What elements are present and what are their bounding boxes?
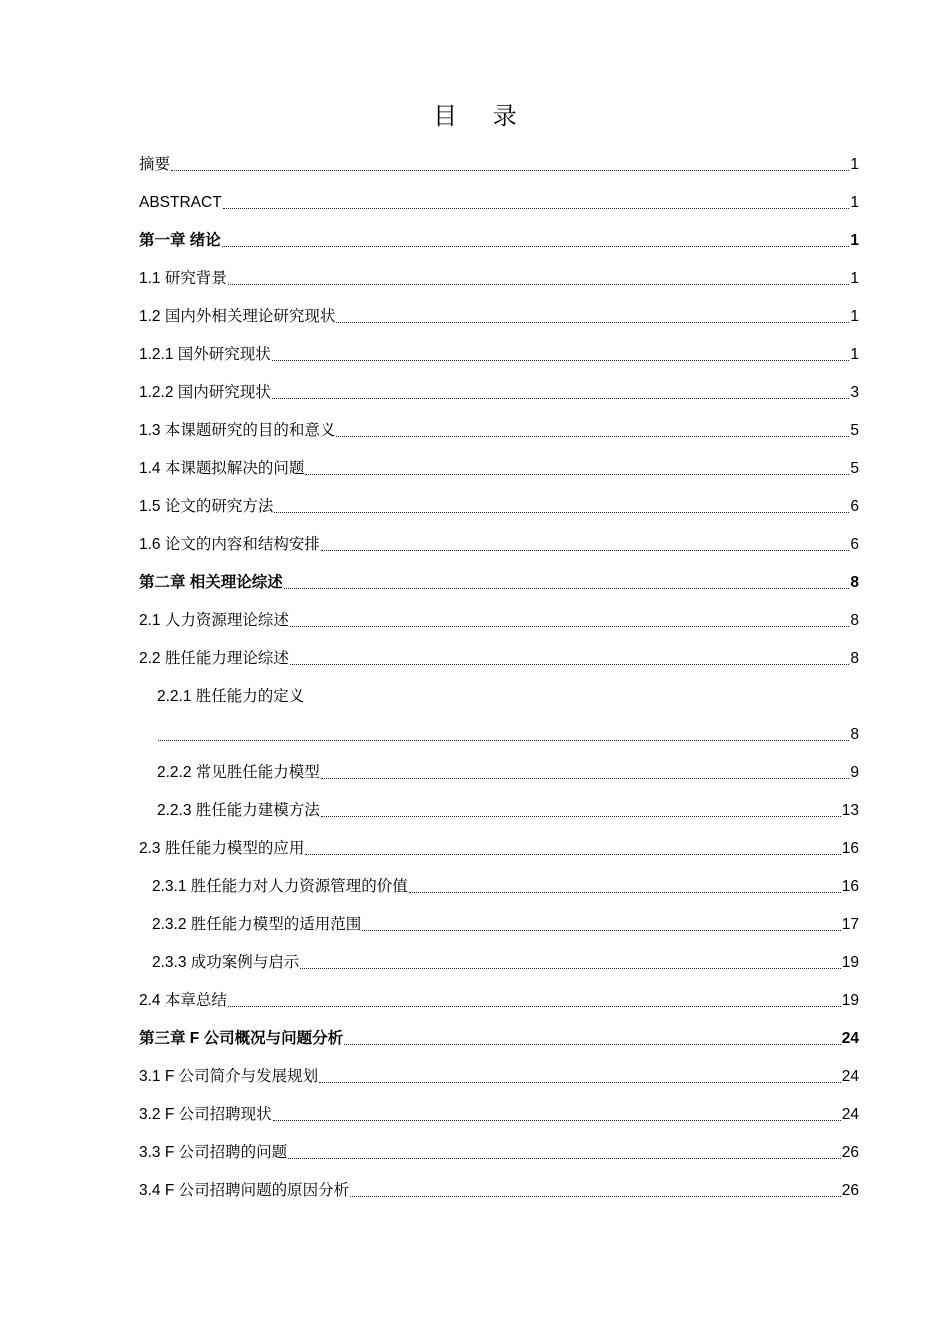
- toc-entry-1-6[interactable]: [139, 534, 859, 556]
- toc-entry-page: 1: [850, 270, 859, 287]
- toc-leader: [273, 1120, 841, 1121]
- toc-leader: [319, 1082, 841, 1083]
- toc-entry-page: 8: [850, 574, 859, 591]
- toc-entry-2-2-1-label-line[interactable]: [157, 686, 859, 708]
- toc-entry-chapter-2[interactable]: [139, 572, 859, 594]
- toc-entry-label: 第二章 相关理论综述: [139, 574, 283, 591]
- toc-entry-label: 3.2 F 公司招聘现状: [139, 1106, 272, 1123]
- toc-leader: [290, 664, 850, 665]
- toc-entry-page: 24: [841, 1068, 859, 1085]
- toc-entry-label: 1.4 本课题拟解决的问题: [139, 460, 305, 477]
- toc-leader: [290, 626, 850, 627]
- toc-leader: [336, 436, 849, 437]
- toc-entry-3-4[interactable]: [139, 1180, 859, 1202]
- toc-entry-2-3-3[interactable]: [152, 952, 859, 974]
- toc-leader: [171, 170, 849, 171]
- toc-entry-2-2-1-leader-line[interactable]: [157, 724, 859, 746]
- toc-entry-page: 8: [850, 612, 859, 629]
- toc-leader: [336, 322, 849, 323]
- toc-entry-page: 1: [850, 156, 859, 173]
- toc-entry-page: 13: [841, 802, 859, 819]
- toc-entry-label: 1.2.2 国内研究现状: [139, 384, 271, 401]
- toc-entry-page: 1: [850, 346, 859, 363]
- toc-entry-page: 5: [850, 460, 859, 477]
- toc-entry-2-2-3[interactable]: [157, 800, 859, 822]
- toc-entry-chapter-1[interactable]: [139, 230, 859, 252]
- toc-entry-label: 3.1 F 公司简介与发展规划: [139, 1068, 319, 1085]
- toc-entry-2-3-2[interactable]: [152, 914, 859, 936]
- toc-entry-abstract-en[interactable]: [139, 192, 859, 214]
- toc-entry-2-3-1[interactable]: [152, 876, 859, 898]
- toc-entry-page: 8: [850, 650, 859, 667]
- toc-entry-page: 26: [841, 1182, 859, 1199]
- toc-entry-3-3[interactable]: [139, 1142, 859, 1164]
- toc-entry-label: 摘要: [139, 156, 171, 173]
- toc-leader: [222, 246, 850, 247]
- toc-entry-1-2-2[interactable]: [139, 382, 859, 404]
- toc-leader: [321, 816, 841, 817]
- toc-leader: [362, 930, 840, 931]
- toc-entry-1-4[interactable]: [139, 458, 859, 480]
- toc-leader: [228, 284, 850, 285]
- toc-leader: [321, 778, 850, 779]
- toc-leader: [284, 588, 850, 589]
- toc-entry-label: 1.1 研究背景: [139, 270, 227, 287]
- toc-entry-label: ABSTRACT: [139, 194, 222, 211]
- toc-leader: [274, 512, 849, 513]
- toc-entry-page: 3: [850, 384, 859, 401]
- toc-entry-label: 2.3.2 胜任能力模型的适用范围: [152, 916, 362, 933]
- toc-leader: [409, 892, 841, 893]
- toc-entry-page: 24: [841, 1106, 859, 1123]
- toc-entry-page: 1: [850, 232, 859, 249]
- toc-entry-label: 2.2.3 胜任能力建模方法: [157, 802, 320, 819]
- toc-entry-label: 1.2 国内外相关理论研究现状: [139, 308, 336, 325]
- toc-entry-label: 第一章 绪论: [139, 232, 221, 249]
- toc-entry-label: 1.5 论文的研究方法: [139, 498, 274, 515]
- toc-entry-label: 2.1 人力资源理论综述: [139, 612, 289, 629]
- toc-entry-label: 2.3 胜任能力模型的应用: [139, 840, 305, 857]
- toc-entry-page: 24: [841, 1030, 859, 1047]
- toc-entry-label: 2.2 胜任能力理论综述: [139, 650, 289, 667]
- toc-entry-page: 26: [841, 1144, 859, 1161]
- toc-entry-page: 16: [841, 878, 859, 895]
- toc-leader: [158, 740, 849, 741]
- toc-entry-2-3[interactable]: [139, 838, 859, 860]
- toc-entry-label: 2.2.2 常见胜任能力模型: [157, 764, 320, 781]
- toc-entry-page: 1: [850, 194, 859, 211]
- toc-entry-label: 2.3.1 胜任能力对人力资源管理的价值: [152, 878, 408, 895]
- toc-leader: [300, 968, 840, 969]
- toc-entry-label: 2.2.1 胜任能力的定义: [157, 688, 305, 705]
- toc-entry-label: 3.4 F 公司招聘问题的原因分析: [139, 1182, 350, 1199]
- toc-leader: [305, 474, 849, 475]
- toc-leader: [288, 1158, 841, 1159]
- toc-leader: [272, 360, 850, 361]
- toc-entry-page: 1: [850, 308, 859, 325]
- toc-leader: [228, 1006, 841, 1007]
- toc-entry-1-5[interactable]: [139, 496, 859, 518]
- toc-entry-label: 2.3.3 成功案例与启示: [152, 954, 300, 971]
- toc-entry-2-4[interactable]: [139, 990, 859, 1012]
- toc-entry-page: 9: [850, 764, 859, 781]
- toc-entry-label: 1.3 本课题研究的目的和意义: [139, 422, 336, 439]
- toc-entry-1-3[interactable]: [139, 420, 859, 442]
- toc-entry-page: 17: [841, 916, 859, 933]
- toc-leader: [223, 208, 850, 209]
- toc-entry-1-2[interactable]: [139, 306, 859, 328]
- toc-entry-page: 19: [841, 992, 859, 1009]
- toc-entry-label: 第三章 F 公司概况与问题分析: [139, 1030, 344, 1047]
- toc-entry-label: 2.4 本章总结: [139, 992, 227, 1009]
- toc-entry-page: 16: [841, 840, 859, 857]
- toc-entry-label: 1.6 论文的内容和结构安排: [139, 536, 320, 553]
- toc-entry-2-1[interactable]: [139, 610, 859, 632]
- toc-entry-label: 3.3 F 公司招聘的问题: [139, 1144, 288, 1161]
- toc-leader: [305, 854, 840, 855]
- toc-entry-3-2[interactable]: [139, 1104, 859, 1126]
- toc-entry-2-2-2[interactable]: [157, 762, 859, 784]
- toc-entry-page: 5: [850, 422, 859, 439]
- toc-entry-page: 19: [841, 954, 859, 971]
- toc-entry-abstract-cn[interactable]: [139, 154, 859, 176]
- toc-title: 目 录: [433, 102, 531, 130]
- toc-entry-page: 8: [850, 726, 859, 743]
- toc-entry-3-1[interactable]: [139, 1066, 859, 1088]
- toc-entry-1-1[interactable]: [139, 268, 859, 290]
- toc-entry-1-2-1[interactable]: [139, 344, 859, 366]
- toc-entry-2-2[interactable]: [139, 648, 859, 670]
- toc-entry-label: 1.2.1 国外研究现状: [139, 346, 271, 363]
- toc-entry-page: 6: [850, 498, 859, 515]
- toc-leader: [350, 1196, 841, 1197]
- toc-leader: [321, 550, 850, 551]
- toc-leader: [272, 398, 850, 399]
- toc-leader: [344, 1044, 841, 1045]
- toc-entry-page: 6: [850, 536, 859, 553]
- toc-entry-chapter-3[interactable]: [139, 1028, 859, 1050]
